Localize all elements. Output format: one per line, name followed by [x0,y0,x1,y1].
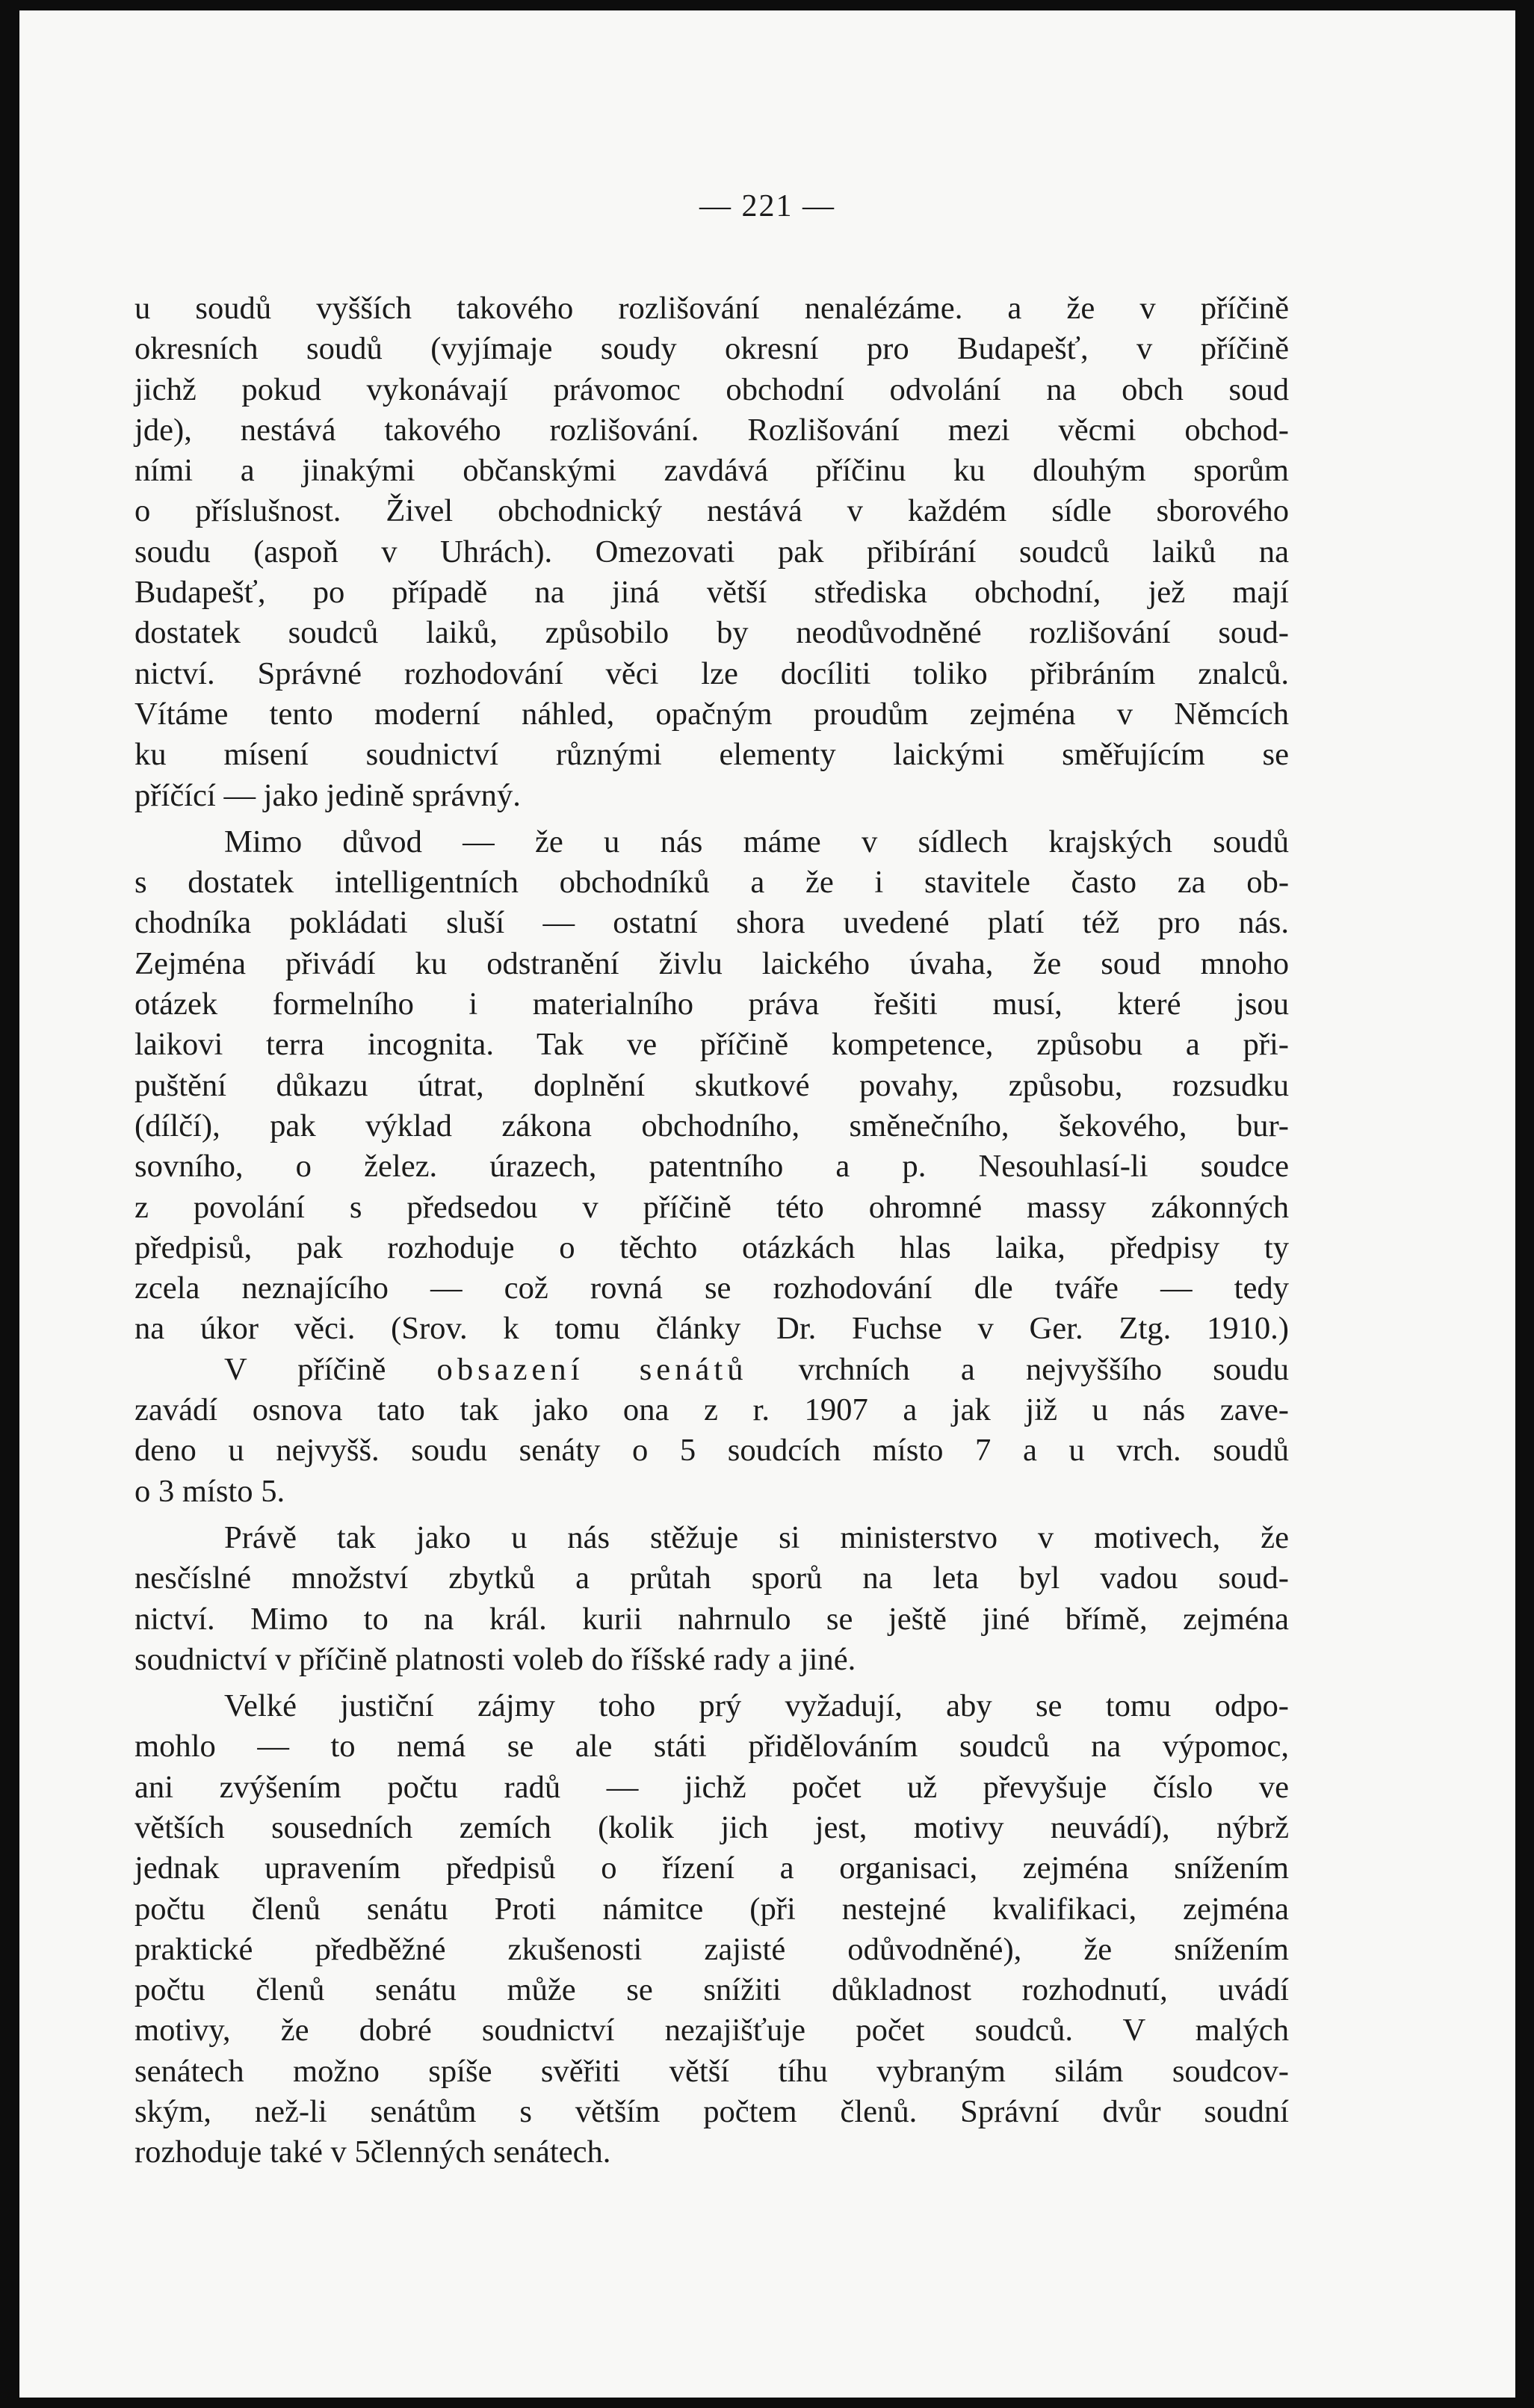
page-body [134,288,1289,2173]
text-line: Právě tak jako u nás stěžuje si ministerstvo v motivech, že [224,1519,1289,1555]
page-number: — 221 — [699,189,835,223]
text-line: ku mísení soudnictví různými elementy laickými směřujícím se [134,737,1289,773]
text-line: dostatek soudců laiků, způsobilo by neodůvodněné rozlišování soud- [134,615,1289,651]
text-line: Vítáme tento moderní náhled, opačným proudům zejména v Němcích [134,696,1289,732]
text-line: jde), nestává takového rozlišování. Rozlišování mezi věcmi obchod- [134,412,1289,448]
text-line: ními a jinakými občanskými zavdává příčinu ku dlouhým sporům [134,453,1289,489]
text-line: na úkor věci. (Srov. k tomu články Dr. Fuchse v Ger. Ztg. 1910.) [134,1311,1289,1347]
text-line: příčící — jako jedině správný. [134,777,521,813]
text-line: mohlo — to nemá se ale státi přidělováním soudců na výpomoc, [134,1729,1289,1765]
text-line: senátech možno spíše svěřiti větší tíhu vybraným silám soudcov- [134,2053,1289,2089]
text-line: jednak upravením předpisů o řízení a organisaci, zejména snížením [134,1850,1289,1886]
text-line: motivy, že dobré soudnictví nezajišťuje počet soudců. V malých [134,2013,1289,2049]
text-line: zcela neznajícího — což rovná se rozhodování dle tváře — tedy [134,1271,1289,1306]
text-line: počtu členů senátu může se snížiti důkladnost rozhodnutí, uvádí [134,1972,1289,2008]
text-line: zavádí osnova tato tak jako ona z r. 1907 a jak již u nás zave- [134,1392,1289,1428]
text-line: ani zvýšením počtu radů — jichž počet už převyšuje číslo ve [134,1769,1289,1805]
text-line: o příslušnost. Živel obchodnický nestává v každém sídle sborového [134,493,1289,529]
paragraph-2 [134,822,1289,1350]
line-suffix: vrchních a nejvyššího soudu [747,1351,1290,1387]
paragraph-4 [134,1518,1289,1680]
text-line: deno u nejvyšš. soudu senáty o 5 soudcích místo 7 a u vrch. soudů [134,1433,1289,1469]
text-line: počtu členů senátu Proti námitce (při nestejné kvalifikaci, zejména [134,1891,1289,1927]
text-line: Mimo důvod — že u nás máme v sídlech krajských soudů [224,824,1289,859]
text-line: Velké justiční zájmy toho prý vyžadují, aby se tomu odpo- [224,1688,1289,1724]
text-line: z povolání s předsedou v příčině této ohromné massy zákonných [134,1189,1289,1225]
line-prefix: V příčině [224,1351,437,1387]
text-line: praktické předběžné zkušenosti zajisté odůvodněné), že snížením [134,1931,1289,1967]
text-line: jichž pokud vykonávají právomoc obchodní odvolání na obch soud [134,371,1289,407]
text-line: sovního, o želez. úrazech, patentního a p. Nesouhlasí-li soudce [134,1149,1289,1185]
text-line: větších sousedních zemích (kolik jich jest, motivy neuvádí), nýbrž [134,1809,1289,1845]
text-line: Zejména přivádí ku odstranění živlu laického úvaha, že soud mnoho [134,945,1289,981]
text-line: laikovi terra incognita. Tak ve příčině kompetence, způsobu a při- [134,1027,1289,1063]
text-line: otázek formelního i materialního práva řešiti musí, které jsou [134,987,1289,1022]
text-line: Budapešť, po případě na jiná větší střediska obchodní, jež mají [134,575,1289,611]
text-line: předpisů, pak rozhoduje o těchto otázkách hlas laika, předpisy ty [134,1229,1289,1265]
spaced-emphasis: obsazení senátů [436,1351,748,1387]
text-line: nictví. Mimo to na král. kurii nahrnulo se ještě jiné břímě, zejména [134,1601,1289,1637]
text-line: (dílčí), pak výklad zákona obchodního, směnečního, šekového, bur- [134,1108,1289,1143]
text-line: o 3 místo 5. [134,1473,285,1509]
paragraph-1 [134,288,1289,816]
text-line: ským, než-li senátům s větším počtem členů. Správní dvůr soudní [134,2094,1289,2130]
paragraph-3 [134,1350,1289,1512]
text-line: okresních soudů (vyjímaje soudy okresní pro Budapešť, v příčině [134,331,1289,367]
paragraph-5 [134,1686,1289,2173]
text-line: puštění důkazu útrat, doplnění skutkové povahy, způsobu, rozsudku [134,1067,1289,1103]
text-line [134,1350,1289,1390]
book-page [19,10,1515,2398]
text-line: chodníka pokládati sluší — ostatní shora uvedené platí též pro nás. [134,905,1289,941]
text-line: rozhoduje také v 5členných senátech. [134,2134,611,2170]
text-line: soudu (aspoň v Uhrách). Omezovati pak přibírání soudců laiků na [134,534,1289,569]
text-line: soudnictví v příčině platnosti voleb do říšské rady a jiné. [134,1641,856,1677]
text-line: nesčíslné množství zbytků a průtah sporů na leta byl vadou soud- [134,1560,1289,1596]
text-line: nictví. Správné rozhodování věci lze docíliti toliko přibráním znalců. [134,655,1289,691]
text-line: u soudů vyšších takového rozlišování nenalézáme. a že v příčině [134,291,1289,326]
text-line: s dostatek intelligentních obchodníků a že i stavitele často za ob- [134,865,1289,901]
